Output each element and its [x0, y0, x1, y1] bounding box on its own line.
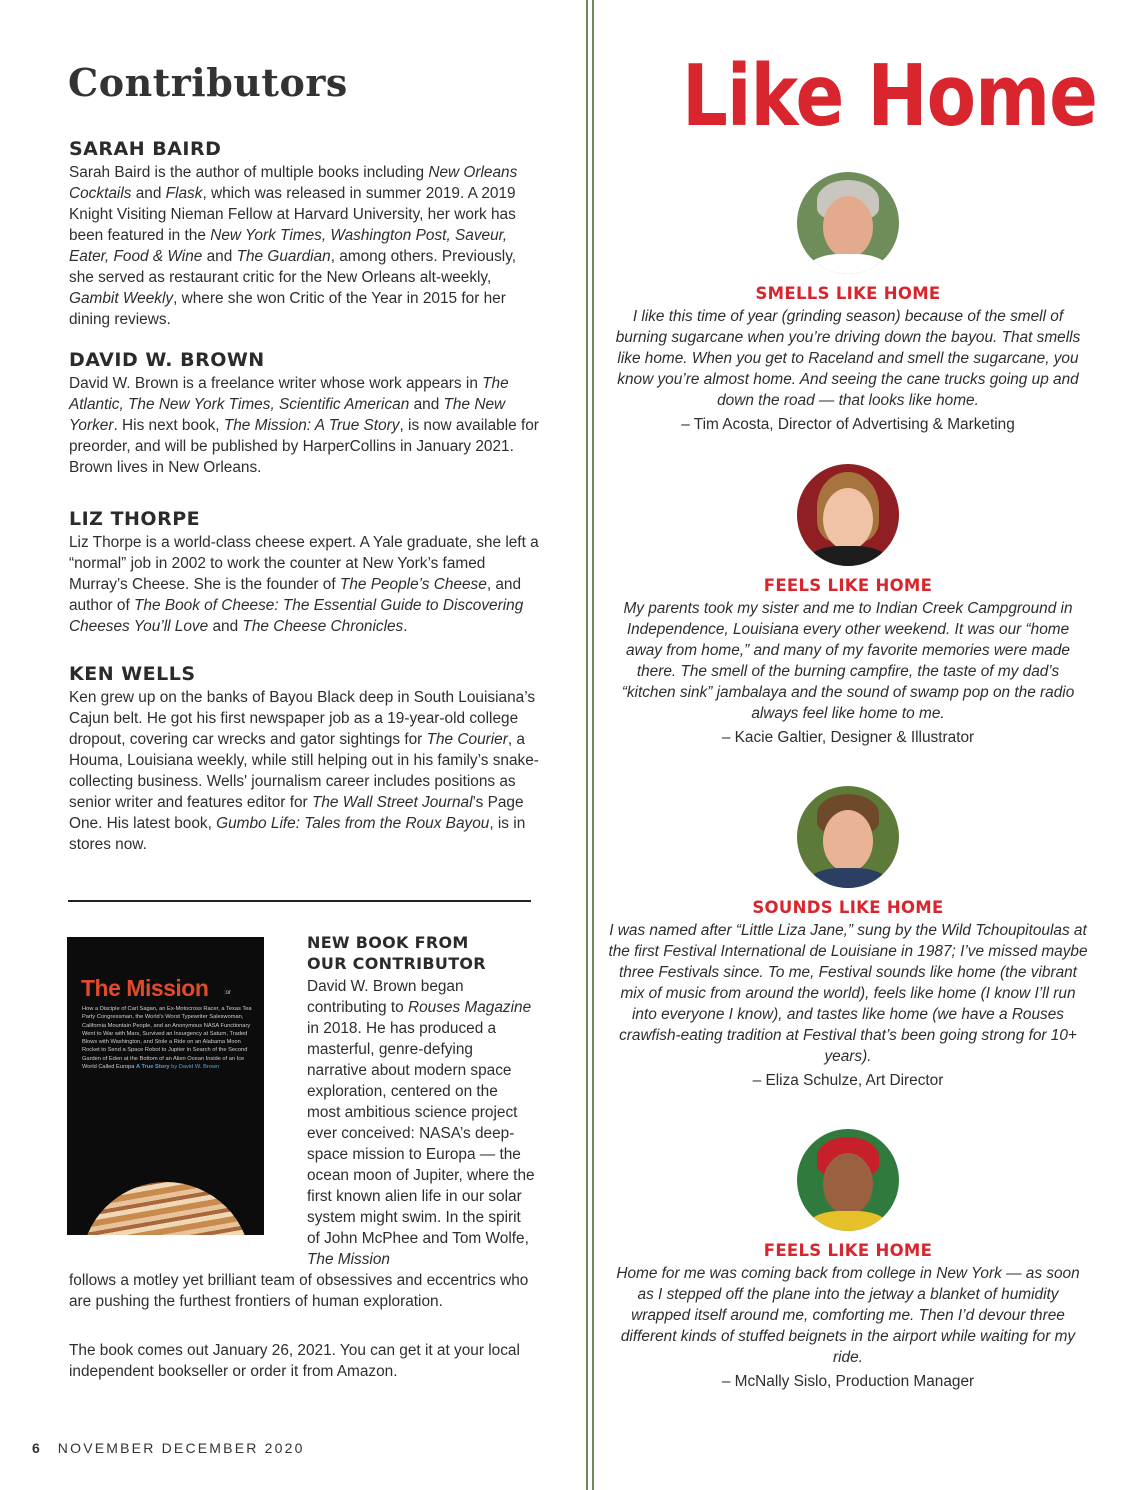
- book-cover-title: The Mission: [81, 975, 209, 1001]
- cover-tagline: A True Story: [135, 1064, 170, 1071]
- avatar: [797, 464, 899, 566]
- sidebar-text-continued: follows a motley yet brilliant team of obsessives and eccentrics who are pushing the furthest frontiers of human exploration.: [69, 1272, 529, 1310]
- bio-name: LIZ THORPE: [69, 508, 201, 530]
- avatar: [797, 1129, 899, 1231]
- book-cover-blurb: [82, 1005, 257, 1071]
- testimonial-kacie-galtier: [608, 464, 1088, 748]
- testimonial-attribution: – Kacie Galtier, Designer & Illustrator: [721, 729, 975, 746]
- bio-sarah-baird: [69, 138, 539, 330]
- sidebar-release-info: The book comes out January 26, 2021. You can get it at your local independent bookseller or order it from Amazon.: [69, 1342, 520, 1380]
- book-cover-or: :or: [224, 990, 232, 996]
- avatar-face: [823, 1153, 873, 1215]
- cover-author: by David W. Brown: [171, 1064, 220, 1071]
- sidebar-heading: [307, 932, 537, 974]
- testimonial-heading: SMELLS LIKE HOME: [755, 284, 941, 303]
- bio-ken-wells: [69, 663, 539, 855]
- bio-text: Liz Thorpe is a world-class cheese expert. A Yale graduate, she left a “normal” job in 2002 to work the counter at New York’s famed Murray’s Cheese. She is the founder of The People’s Cheese, and author of The Book of Cheese: The Essential Guide to Discovering Cheeses You’ll Love and The Cheese Chronicles.: [69, 534, 539, 635]
- testimonial-quote: I was named after “Little Liza Jane,” sung by the Wild Tchoupitoulas at the first Festival International de Louisiane in 1987; I’ve missed maybe three Festivals since. To me, Festival sounds like home (the vibrant mix of music from around the world), feels like home (I know I’ll run into everyone I know), and tastes like home (we have a Rouses crawfish-eating tradition at Festival that’s been going strong for 10+ years).: [608, 922, 1088, 1065]
- column-divider-left: [586, 0, 588, 1490]
- testimonial-mcnally-sislo: [608, 1129, 1088, 1392]
- bio-name: KEN WELLS: [69, 663, 196, 685]
- testimonial-attribution: – Tim Acosta, Director of Advertising & Marketing: [681, 416, 1015, 433]
- sidebar-text: David W. Brown began contributing to Rouses Magazine in 2018. He has produced a masterful, genre-defying narrative about modern space exploration, centered on the most ambitious science project ever conceived: NASA’s deep-space mission to Europa — the ocean moon of Jupiter, where the first known alien life in our solar system might swim. In the spirit of John McPhee and Tom Wolfe, The Mission: [307, 978, 535, 1268]
- bio-text: Ken grew up on the banks of Bayou Black deep in South Louisiana’s Cajun belt. He got his first newspaper job as a 19-year-old college dropout, covering car wrecks and gator sightings for The Courier, a Houma, Louisiana weekly, while still helping out in his family’s snake-collecting business. Wells' journalism career includes positions as senior writer and features editor for The Wall Street Journal’s Page One. His latest book, Gumbo Life: Tales from the Roux Bayou, is in stores now.: [69, 689, 539, 853]
- testimonial-heading: FEELS LIKE HOME: [763, 576, 933, 595]
- testimonial-heading: SOUNDS LIKE HOME: [752, 898, 944, 917]
- avatar-face: [823, 196, 873, 258]
- testimonial-eliza-schulze: [608, 786, 1088, 1091]
- avatar: [797, 172, 899, 274]
- avatar-shirt: [807, 546, 889, 566]
- section-divider: [68, 900, 531, 902]
- cover-blurb-text: How a Disciple of Carl Sagan, an Ex-Motocross Racer, a Texas Tea Party Congressman, the World’s Worst Typewriter Saleswoman, California Mountain People, and an Anonymous NASA Functionary Went to War with Mars, Survived an Insurgency at Saturn, Traded Blows with Washington, and Stole a Ride on an Alabama Moon Rocket to Send a Space Robot to Jupiter in Search of the Second Garden of Eden at the Bottom of an Alien Ocean Inside of an Ice World Called Europa: [82, 1006, 252, 1071]
- like-home-title: Like Home: [682, 46, 1097, 146]
- book-cover-image: [67, 937, 264, 1235]
- testimonial-quote: My parents took my sister and me to Indian Creek Campground in Independence, Louisiana every other weekend. It was our “home away from home,” and many of my favorite memories were made there. The smell of the burning campfire, the taste of my dad’s “kitchen sink” jambalaya and the sound of swamp pop on the radio always feel like home to me.: [621, 600, 1075, 722]
- avatar-boa: [807, 1211, 889, 1231]
- bio-name: SARAH BAIRD: [69, 138, 222, 160]
- testimonial-tim-acosta: [608, 172, 1088, 435]
- bio-liz-thorpe: [69, 508, 539, 637]
- sidebar-heading-line2: OUR CONTRIBUTOR: [307, 954, 486, 973]
- bio-david-brown: [69, 349, 539, 478]
- avatar: [797, 786, 899, 888]
- testimonial-attribution: – Eliza Schulze, Art Director: [752, 1072, 944, 1089]
- issue-label: NOVEMBER DECEMBER 2020: [57, 1440, 305, 1456]
- page-footer: [32, 1440, 305, 1456]
- bio-text: Sarah Baird is the author of multiple books including New Orleans Cocktails and Flask, which was released in summer 2019. A 2019 Knight Visiting Nieman Fellow at Harvard University, her work has been featured in the New York Times, Washington Post, Saveur, Eater, Food & Wine and The Guardian, among others. Previously, she served as restaurant critic for the New Orleans alt-weekly, Gambit Weekly, where she won Critic of the Year in 2015 for her dining reviews.: [69, 164, 518, 328]
- bio-name: DAVID W. BROWN: [69, 349, 265, 371]
- testimonial-quote: Home for me was coming back from college in New York — as soon as I stepped off the plane into the jetway a blanket of humidity wrapped itself around me, comforting me. Then I’d devour three different kinds of stuffed beignets in the airport while waiting for my ride.: [616, 1265, 1080, 1366]
- testimonial-heading: FEELS LIKE HOME: [763, 1241, 933, 1260]
- avatar-face: [823, 488, 873, 550]
- avatar-face: [823, 810, 873, 872]
- page-number: 6: [32, 1440, 40, 1456]
- jupiter-image: [81, 1182, 251, 1235]
- sidebar-heading-line1: NEW BOOK FROM: [307, 933, 469, 952]
- column-divider-right: [592, 0, 594, 1490]
- avatar-shirt: [807, 868, 889, 888]
- page-title: Contributors: [68, 60, 348, 105]
- testimonial-attribution: – McNally Sislo, Production Manager: [721, 1373, 975, 1390]
- avatar-shirt: [807, 254, 889, 274]
- bio-text: David W. Brown is a freelance writer whose work appears in The Atlantic, The New York Times, Scientific American and The New Yorker. His next book, The Mission: A True Story, is now available for preorder, and will be published by HarperCollins in January 2021. Brown lives in New Orleans.: [69, 375, 539, 476]
- testimonial-quote: I like this time of year (grinding season) because of the smell of burning sugarcane when you’re driving down the bayou. That smells like home. When you get to Raceland and smell the sugarcane, you know you’re almost home. And seeing the cane trucks going up and down the road — that looks like home.: [615, 308, 1081, 409]
